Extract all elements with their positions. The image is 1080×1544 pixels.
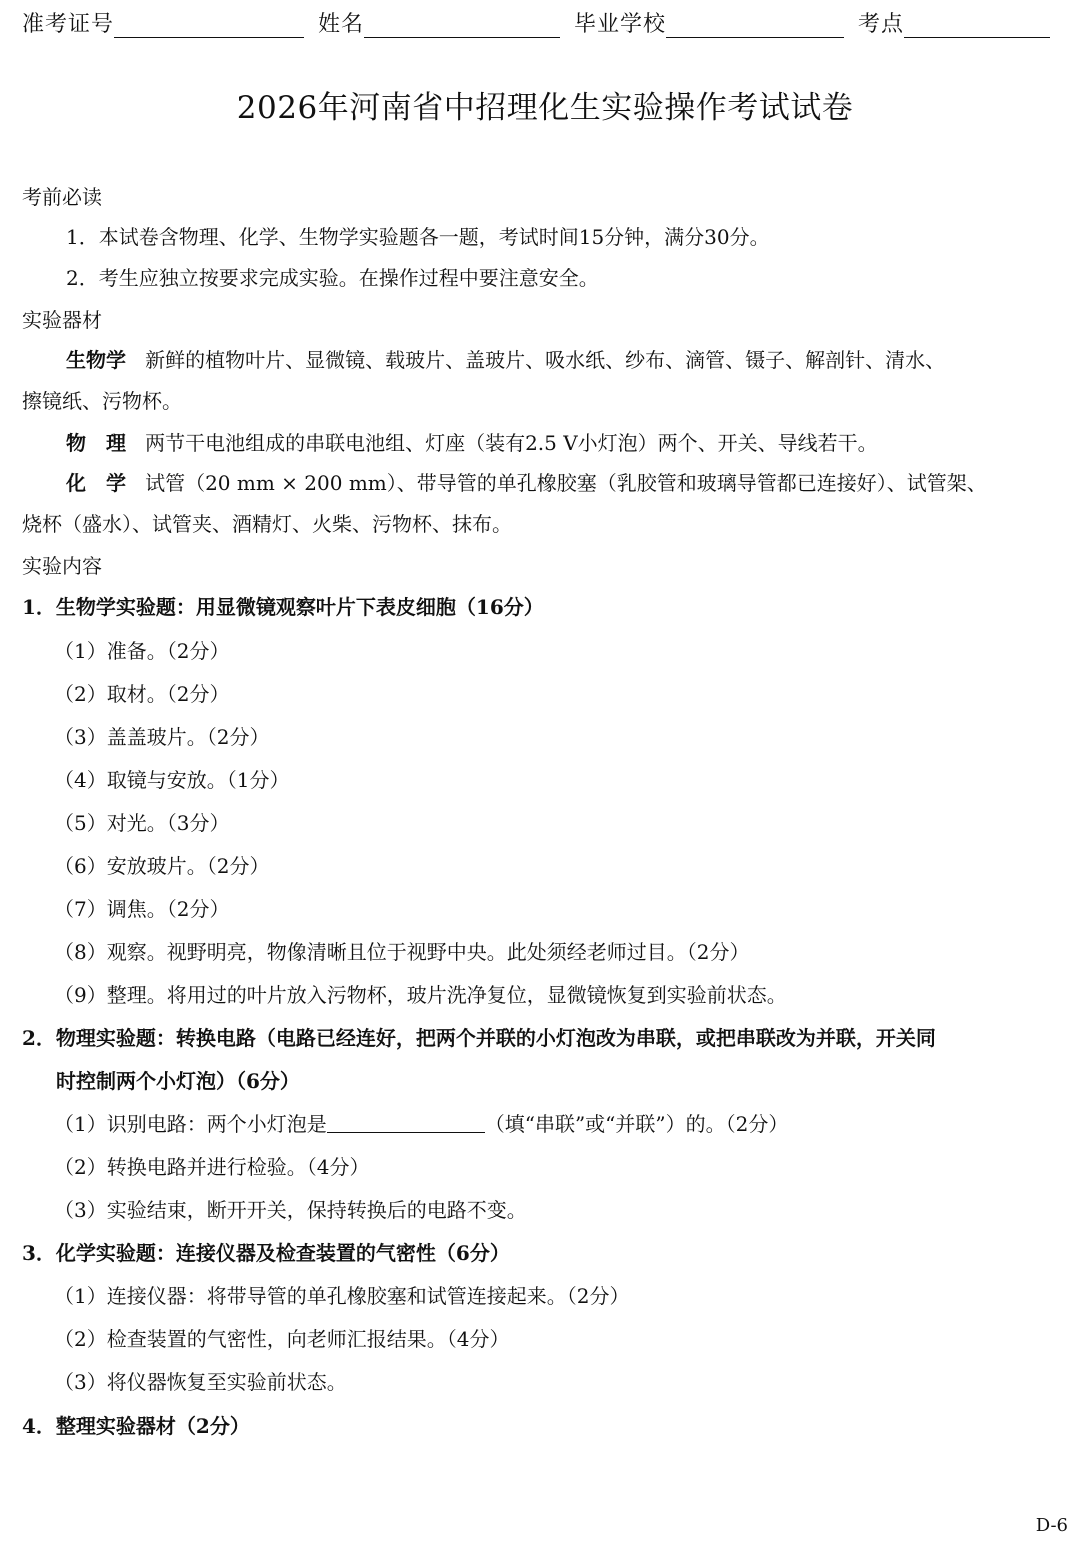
chemistry-materials-text-cont: 烧杯（盛水）、试管夹、酒精灯、火柴、污物杯、抹布。 [22, 512, 512, 536]
q3-step: （2）检查装置的气密性，向老师汇报结果。（4分） [54, 1327, 510, 1351]
q2-title-cont: 时控制两个小灯泡）（6分） [56, 1069, 300, 1093]
materials-heading: 实验器材 [22, 308, 102, 332]
q1-step: （7）调焦。（2分） [54, 897, 230, 921]
q2-title: 2．物理实验题：转换电路（电路已经连好，把两个并联的小灯泡改为串联，或把串联改为并联，开关同 [22, 1026, 936, 1050]
physics-label: 物 理 [66, 431, 126, 455]
exam-number-blank[interactable] [114, 11, 304, 38]
chemistry-materials-text: 试管（20 mm × 200 mm）、带导管的单孔橡胶塞（乳胶管和玻璃导管都已连接好）、试管架、 [145, 471, 987, 495]
q2-step-1-suffix: （填“串联”或“并联”）的。（2分） [484, 1112, 789, 1136]
school-blank[interactable] [666, 11, 844, 38]
q2-step-2: （2）转换电路并进行检验。（4分） [54, 1155, 370, 1179]
q1-step: （1）准备。（2分） [54, 639, 230, 663]
q1-step: （2）取材。（2分） [54, 682, 230, 706]
chemistry-label: 化 学 [66, 471, 126, 495]
biology-materials-text-cont: 擦镜纸、污物杯。 [22, 389, 182, 413]
q1-step: （8）观察。视野明亮，物像清晰且位于视野中央。此处须经老师过目。（2分） [54, 940, 750, 964]
exam-site-field[interactable] [858, 7, 1050, 38]
q3-step: （1）连接仪器：将带导管的单孔橡胶塞和试管连接起来。（2分） [54, 1284, 630, 1308]
notice-item: 1．本试卷含物理、化学、生物学实验题各一题，考试时间15分钟，满分30分。 [66, 225, 770, 249]
q2-step-1-prefix: （1）识别电路：两个小灯泡是 [54, 1112, 327, 1136]
notice-heading: 考前必读 [22, 185, 102, 209]
q1-step: （6）安放玻片。（2分） [54, 854, 270, 878]
q4-title: 4．整理实验器材（2分） [22, 1414, 250, 1438]
name-blank[interactable] [364, 11, 560, 38]
notice-item: 2．考生应独立按要求完成实验。在操作过程中要注意安全。 [66, 266, 599, 290]
school-field[interactable] [574, 7, 858, 38]
q3-step: （3）将仪器恢复至实验前状态。 [54, 1370, 347, 1394]
q1-step: （5）对光。（3分） [54, 811, 230, 835]
page-title: 2026年河南省中招理化生实验操作考试试卷 [236, 90, 854, 126]
q3-title: 3．化学实验题：连接仪器及检查装置的气密性（6分） [22, 1241, 510, 1265]
q1-step: （9）整理。将用过的叶片放入污物杯，玻片洗净复位，显微镜恢复到实验前状态。 [54, 983, 787, 1007]
q2-step-3: （3）实验结束，断开开关，保持转换后的电路不变。 [54, 1198, 527, 1222]
exam-site-blank[interactable] [904, 11, 1050, 38]
answer-blank[interactable] [327, 1112, 485, 1133]
school-label: 毕业学校 [574, 12, 667, 37]
biology-label: 生物学 [66, 348, 126, 372]
name-label: 姓名 [318, 12, 365, 37]
name-field[interactable] [318, 7, 574, 38]
page-code: D-6 [1035, 1515, 1068, 1536]
materials-biology [66, 345, 945, 375]
q2-step-1 [54, 1109, 788, 1139]
content-heading: 实验内容 [22, 554, 102, 578]
exam-number-field[interactable] [22, 7, 318, 38]
q1-title: 1．生物学实验题：用显微镜观察叶片下表皮细胞（16分） [22, 595, 544, 619]
physics-materials-text: 两节干电池组成的串联电池组、灯座（装有2.5 V小灯泡）两个、开关、导线若干。 [145, 431, 878, 455]
materials-physics [66, 428, 878, 458]
q1-step: （3）盖盖玻片。（2分） [54, 725, 270, 749]
biology-materials-text: 新鲜的植物叶片、显微镜、载玻片、盖玻片、吸水纸、纱布、滴管、镊子、解剖针、清水、 [145, 348, 946, 372]
q1-step: （4）取镜与安放。（1分） [54, 768, 290, 792]
exam-site-label: 考点 [858, 12, 905, 37]
candidate-info-row [22, 4, 1072, 38]
materials-chemistry [66, 468, 987, 498]
exam-number-label: 准考证号 [22, 12, 115, 37]
